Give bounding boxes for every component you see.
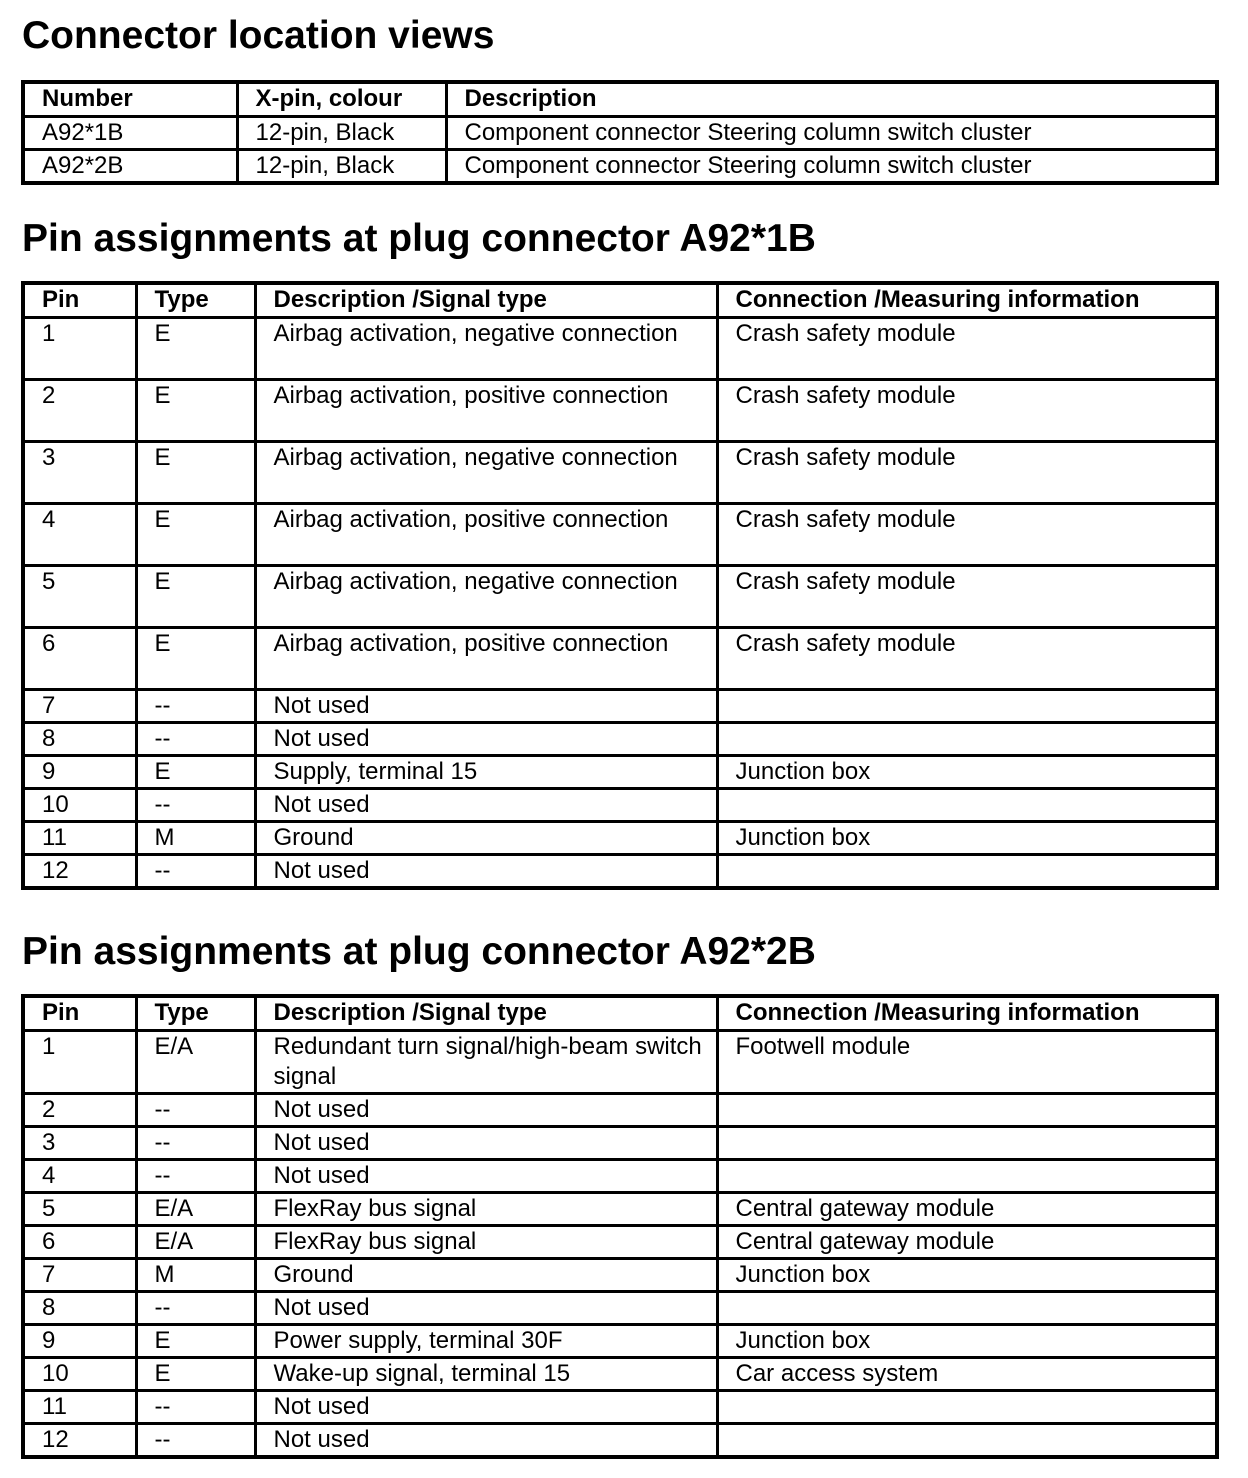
- cell-description: Not used: [255, 690, 717, 723]
- cell-description: Not used: [255, 1127, 717, 1160]
- cell-description: Not used: [255, 723, 717, 756]
- cell-description: Supply, terminal 15: [255, 756, 717, 789]
- cell-number: A92*2B: [23, 150, 237, 184]
- cell-connection: [717, 855, 1217, 889]
- table-header-row: [23, 82, 1217, 117]
- cell-type: E: [136, 1358, 255, 1391]
- cell-connection: Junction box: [717, 822, 1217, 855]
- cell-pin: 2: [23, 380, 136, 442]
- cell-connection: [717, 1424, 1217, 1458]
- table-row: [23, 756, 1217, 789]
- cell-type: E: [136, 504, 255, 566]
- cell-pin: 10: [23, 1358, 136, 1391]
- cell-type: --: [136, 1424, 255, 1458]
- cell-xpin-colour: 12-pin, Black: [237, 150, 446, 184]
- cell-description: Not used: [255, 1094, 717, 1127]
- table-row: [23, 117, 1217, 150]
- table-row: [23, 442, 1217, 504]
- cell-pin: 3: [23, 442, 136, 504]
- cell-type: --: [136, 789, 255, 822]
- cell-description: FlexRay bus signal: [255, 1226, 717, 1259]
- cell-connection: Crash safety module: [717, 566, 1217, 628]
- cell-description: Not used: [255, 1424, 717, 1458]
- cell-pin: 11: [23, 1391, 136, 1424]
- table-row: [23, 628, 1217, 690]
- table-row: [23, 1391, 1217, 1424]
- cell-pin: 8: [23, 723, 136, 756]
- cell-pin: 7: [23, 690, 136, 723]
- cell-pin: 6: [23, 1226, 136, 1259]
- cell-description: Not used: [255, 1292, 717, 1325]
- cell-description: Not used: [255, 789, 717, 822]
- pins2-title: Pin assignments at plug connector A92*2B: [22, 930, 816, 973]
- cell-description: Airbag activation, positive connection: [255, 628, 717, 690]
- table-row: [23, 822, 1217, 855]
- cell-connection: [717, 1292, 1217, 1325]
- cell-type: E: [136, 1325, 255, 1358]
- cell-description: Airbag activation, negative connection: [255, 566, 717, 628]
- header-description: Description: [446, 82, 1217, 117]
- table-row: [23, 380, 1217, 442]
- cell-type: E: [136, 628, 255, 690]
- cell-type: --: [136, 1094, 255, 1127]
- cell-description: Airbag activation, positive connection: [255, 504, 717, 566]
- table-header-row: [23, 283, 1217, 318]
- cell-type: E: [136, 380, 255, 442]
- cell-connection: [717, 789, 1217, 822]
- table-row: [23, 690, 1217, 723]
- cell-description: FlexRay bus signal: [255, 1193, 717, 1226]
- table-header-row: [23, 996, 1217, 1031]
- cell-pin: 9: [23, 1325, 136, 1358]
- cell-connection: [717, 1094, 1217, 1127]
- cell-description: Wake-up signal, terminal 15: [255, 1358, 717, 1391]
- cell-description: Ground: [255, 1259, 717, 1292]
- cell-type: E: [136, 318, 255, 380]
- table-row: [23, 1160, 1217, 1193]
- cell-connection: Crash safety module: [717, 628, 1217, 690]
- cell-connection: Central gateway module: [717, 1193, 1217, 1226]
- table-row: [23, 1193, 1217, 1226]
- cell-connection: [717, 1391, 1217, 1424]
- header-type: Type: [136, 283, 255, 318]
- table-row: [23, 855, 1217, 889]
- cell-pin: 6: [23, 628, 136, 690]
- cell-pin: 4: [23, 504, 136, 566]
- cell-description: Airbag activation, negative connection: [255, 318, 717, 380]
- cell-type: M: [136, 822, 255, 855]
- table-row: [23, 1094, 1217, 1127]
- cell-description: Redundant turn signal/high-beam switch signal: [255, 1031, 717, 1094]
- header-description: Description /Signal type: [255, 996, 717, 1031]
- cell-connection: Footwell module: [717, 1031, 1217, 1094]
- cell-type: E: [136, 442, 255, 504]
- cell-type: E/A: [136, 1226, 255, 1259]
- cell-type: E/A: [136, 1031, 255, 1094]
- table-row: [23, 1358, 1217, 1391]
- cell-connection: Crash safety module: [717, 442, 1217, 504]
- table-row: [23, 1325, 1217, 1358]
- cell-pin: 7: [23, 1259, 136, 1292]
- table-row: [23, 1031, 1217, 1094]
- cell-pin: 12: [23, 1424, 136, 1458]
- header-connection: Connection /Measuring information: [717, 996, 1217, 1031]
- cell-description: Not used: [255, 855, 717, 889]
- cell-connection: [717, 690, 1217, 723]
- cell-description: Not used: [255, 1160, 717, 1193]
- header-type: Type: [136, 996, 255, 1031]
- cell-pin: 5: [23, 1193, 136, 1226]
- cell-pin: 5: [23, 566, 136, 628]
- location-title: Connector location views: [22, 14, 495, 57]
- cell-description: Component connector Steering column switch cluster: [446, 150, 1217, 184]
- cell-connection: Crash safety module: [717, 380, 1217, 442]
- table-row: [23, 318, 1217, 380]
- cell-connection: Junction box: [717, 1325, 1217, 1358]
- cell-connection: Crash safety module: [717, 318, 1217, 380]
- cell-connection: Car access system: [717, 1358, 1217, 1391]
- cell-pin: 12: [23, 855, 136, 889]
- cell-pin: 10: [23, 789, 136, 822]
- cell-type: --: [136, 690, 255, 723]
- table-row: [23, 504, 1217, 566]
- table-row: [23, 566, 1217, 628]
- cell-pin: 11: [23, 822, 136, 855]
- cell-type: E/A: [136, 1193, 255, 1226]
- table-row: [23, 1127, 1217, 1160]
- cell-type: --: [136, 1160, 255, 1193]
- cell-pin: 3: [23, 1127, 136, 1160]
- cell-pin: 2: [23, 1094, 136, 1127]
- cell-description: Ground: [255, 822, 717, 855]
- table-row: [23, 723, 1217, 756]
- cell-description: Airbag activation, positive connection: [255, 380, 717, 442]
- table-row: [23, 1259, 1217, 1292]
- table-row: [23, 150, 1217, 184]
- pins1-title: Pin assignments at plug connector A92*1B: [22, 217, 816, 260]
- cell-pin: 4: [23, 1160, 136, 1193]
- table-row: [23, 1226, 1217, 1259]
- cell-type: E: [136, 756, 255, 789]
- cell-description: Not used: [255, 1391, 717, 1424]
- header-description: Description /Signal type: [255, 283, 717, 318]
- pin-table-a92-1b: [21, 281, 1219, 890]
- cell-connection: Central gateway module: [717, 1226, 1217, 1259]
- cell-type: --: [136, 1391, 255, 1424]
- cell-type: --: [136, 1292, 255, 1325]
- header-number: Number: [23, 82, 237, 117]
- cell-xpin-colour: 12-pin, Black: [237, 117, 446, 150]
- cell-description: Power supply, terminal 30F: [255, 1325, 717, 1358]
- table-row: [23, 789, 1217, 822]
- cell-connection: Junction box: [717, 1259, 1217, 1292]
- cell-number: A92*1B: [23, 117, 237, 150]
- cell-connection: [717, 1127, 1217, 1160]
- cell-description: Component connector Steering column switch cluster: [446, 117, 1217, 150]
- cell-pin: 9: [23, 756, 136, 789]
- connector-location-table: [21, 80, 1219, 185]
- cell-connection: Crash safety module: [717, 504, 1217, 566]
- cell-type: --: [136, 723, 255, 756]
- cell-pin: 1: [23, 1031, 136, 1094]
- cell-description: Airbag activation, negative connection: [255, 442, 717, 504]
- cell-type: M: [136, 1259, 255, 1292]
- cell-type: --: [136, 855, 255, 889]
- header-connection: Connection /Measuring information: [717, 283, 1217, 318]
- pin-table-a92-2b: [21, 994, 1219, 1459]
- cell-pin: 8: [23, 1292, 136, 1325]
- cell-type: --: [136, 1127, 255, 1160]
- header-xpin-colour: X-pin, colour: [237, 82, 446, 117]
- cell-pin: 1: [23, 318, 136, 380]
- cell-connection: Junction box: [717, 756, 1217, 789]
- table-row: [23, 1424, 1217, 1458]
- cell-connection: [717, 723, 1217, 756]
- table-row: [23, 1292, 1217, 1325]
- cell-type: E: [136, 566, 255, 628]
- header-pin: Pin: [23, 283, 136, 318]
- cell-connection: [717, 1160, 1217, 1193]
- header-pin: Pin: [23, 996, 136, 1031]
